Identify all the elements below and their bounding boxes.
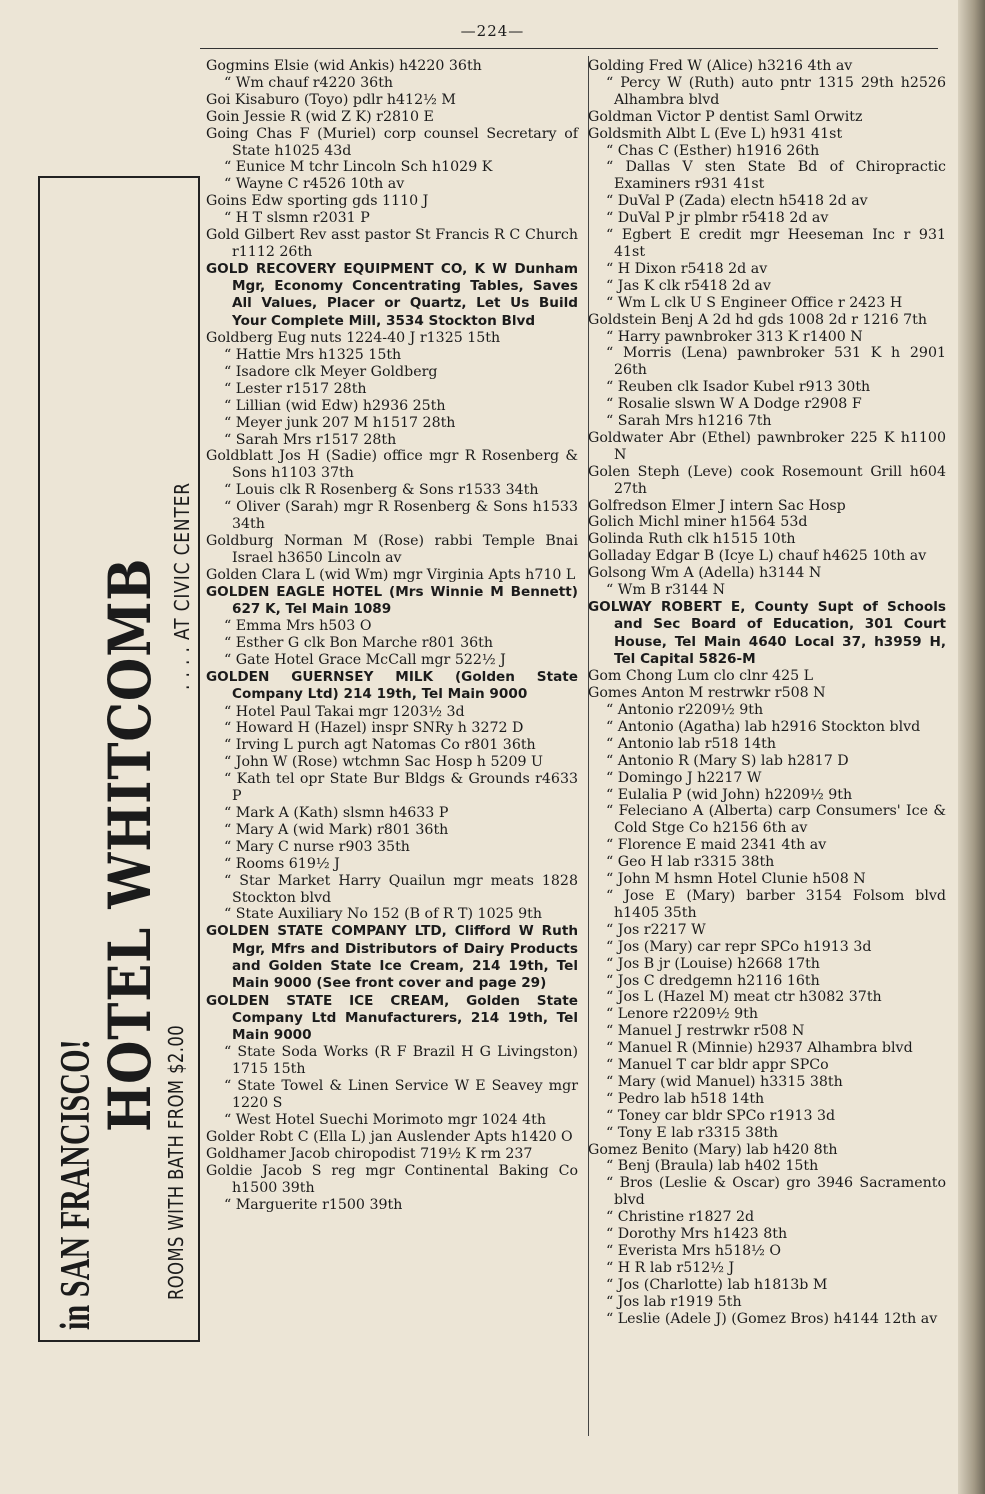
directory-entry: “ Emma Mrs h503 O [224,618,372,635]
directory-entry: “ Jose E (Mary) barber 3154 Folsom blvd h1405 35th [606,887,946,921]
directory-entry: “ Sarah Mrs r1517 28th [224,431,397,448]
directory-entry: Goldberg Eug nuts 1224-40 J r1325 15th [206,330,501,347]
directory-entry: “ Toney car bldr SPCo r1913 3d [606,1107,836,1124]
ad-location: . . . . AT CIVIC CENTER [170,482,194,690]
directory-column-right [588,58,946,1328]
directory-entry: Goldwater Abr (Ethel) pawnbroker 225 K h1100 N [588,429,946,463]
directory-entry: Golfredson Elmer J intern Sac Hosp [588,497,846,514]
directory-entry: “ West Hotel Suechi Morimoto mgr 1024 4th [224,1112,546,1129]
directory-entry: “ John M hsmn Hotel Clunie h508 N [606,871,866,888]
directory-entry: “ H R lab r512½ J [606,1259,735,1276]
directory-entry: “ Harry pawnbroker 313 K r1400 N [606,328,863,345]
directory-entry: “ Jos B jr (Louise) h2668 17th [606,955,820,972]
directory-entry: “ Jos C dredgemn h2116 16th [606,972,820,989]
directory-entry: “ H Dixon r5418 2d av [606,260,768,277]
directory-entry: “ Manuel J restrwkr r508 N [606,1023,805,1040]
directory-entry: Going Chas F (Muriel) corp counsel Secretary of State h1025 43d [206,125,578,159]
directory-entry: “ Irving L purch agt Natomas Co r801 36th [224,737,536,754]
ad-rate: ROOMS WITH BATH FROM $2.00 [164,1024,188,1300]
directory-entry: Golder Robt C (Ella L) jan Auslender Apts h1420 O [206,1128,573,1145]
directory-entry: “ Marguerite r1500 39th [224,1196,403,1213]
directory-entry: “ Mary A (wid Mark) r801 36th [224,821,449,838]
directory-entry: Golding Fred W (Alice) h3216 4th av [588,58,853,74]
directory-entry: “ Dallas V sten State Bd of Chiropractic Examiners r931 41st [606,159,946,193]
directory-entry: “ Esther G clk Bon Marche r801 36th [224,635,493,652]
ad-hotel-name: HOTEL WHITCOMB [96,557,164,1132]
directory-entry: Gold Gilbert Rev asst pastor St Francis R C Church r1112 26th [206,227,578,260]
directory-entry: Goldsmith Albt L (Eve L) h931 41st [588,125,843,142]
directory-entry: Golden Clara L (wid Wm) mgr Virginia Apts h710 L [206,566,576,583]
directory-entry: “ Egbert E credit mgr Heeseman Inc r 931 41st [606,227,946,260]
directory-entry: “ Wm B r3144 N [606,582,726,599]
directory-entry: “ DuVal P jr plmbr r5418 2d av [606,210,829,227]
directory-entry: “ Antonio R (Mary S) lab h2817 D [606,752,849,769]
directory-entry: “ Star Market Harry Quailun mgr meats 1828 Stockton blvd [224,872,578,906]
directory-entry: “ Tony E lab r3315 38th [606,1124,779,1141]
directory-listing-advert: GOLDEN EAGLE HOTEL (Mrs Winnie M Bennett) 627 K, Tel Main 1089 [206,583,578,617]
directory-entry: Goldblatt Jos H (Sadie) office mgr R Rosenberg & Sons h1103 37th [206,448,578,482]
directory-entry: “ H T slsmn r2031 P [224,210,370,227]
directory-entry: Goi Kisaburo (Toyo) pdlr h412½ M [206,91,456,108]
directory-entry: “ Jos (Mary) car repr SPCo h1913 3d [606,938,872,955]
directory-entry: “ Leslie (Adele J) (Gomez Bros) h4144 12th av [606,1310,938,1327]
directory-entry: “ Howard H (Hazel) inspr SNRy h 3272 D [224,720,524,737]
directory-entry: “ Domingo J h2217 W [606,769,762,786]
directory-entry: Golen Steph (Leve) cook Rosemount Grill h604 27th [588,463,946,497]
directory-entry: “ Florence E maid 2341 4th av [606,837,827,854]
directory-entry: “ Louis clk R Rosenberg & Sons r1533 34th [224,482,539,499]
directory-entry: “ Jas K clk r5418 2d av [606,277,771,294]
directory-entry: Golsong Wm A (Adella) h3144 N [588,565,822,582]
directory-entry: “ Lester r1517 28th [224,380,367,397]
directory-entry: “ Manuel R (Minnie) h2937 Alhambra blvd [606,1040,913,1057]
page-number: —224— [460,22,525,40]
directory-listing-advert: GOLD RECOVERY EQUIPMENT CO, K W Dunham Mgr, Economy Concentrating Tables, Saves All Values, Placer or Quartz, Let Us Build Your Complete Mill, 3534 Stockton Blvd [206,260,578,329]
directory-entry: “ Lenore r2209½ 9th [606,1006,758,1023]
directory-entry: “ Hattie Mrs h1325 15th [224,346,402,363]
directory-entry: “ Geo H lab r3315 38th [606,854,775,871]
directory-listing-advert: GOLDEN STATE ICE CREAM, Golden State Company Ltd Manufacturers, 214 19th, Tel Main 9000 [206,992,578,1044]
directory-entry: Gomes Anton M restrwkr r508 N [588,685,826,702]
directory-entry: “ Antonio lab r518 14th [606,735,776,752]
directory-entry: “ Hotel Paul Takai mgr 1203½ 3d [224,703,465,720]
page-edge [958,0,985,1494]
directory-entry: “ Everista Mrs h518½ O [606,1243,782,1259]
directory-entry: “ Rooms 619½ J [224,855,340,872]
directory-entry: “ Christine r1827 2d [606,1209,755,1226]
directory-entry: “ Manuel T car bldr appr SPCo [606,1057,829,1074]
directory-entry: “ Kath tel opr State Bur Bldgs & Grounds r4633 P [224,771,578,805]
directory-entry: “ Pedro lab h518 14th [606,1090,765,1107]
directory-listing-advert: GOLWAY ROBERT E, County Supt of Schools and Sec Board of Education, 301 Court House, Tel Main 4640 Local 37, h3959 H, Tel Capital 5826-M [588,599,946,667]
directory-entry: “ Mary (wid Manuel) h3315 38th [606,1073,843,1090]
directory-entry: “ Jos L (Hazel M) meat ctr h3082 37th [606,989,882,1006]
directory-entry: “ Eunice M tchr Lincoln Sch h1029 K [224,159,493,176]
directory-entry: Goins Edw sporting gds 1110 J [206,193,429,210]
directory-entry: “ Dorothy Mrs h1423 8th [606,1226,788,1243]
directory-entry: “ Meyer junk 207 M h1517 28th [224,414,456,431]
directory-entry: “ Bros (Leslie & Oscar) gro 3946 Sacramento blvd [606,1175,946,1209]
directory-entry: Goldie Jacob S reg mgr Continental Baking Co h1500 39th [206,1162,578,1196]
directory-entry: “ Antonio (Agatha) lab h2916 Stockton blvd [606,718,921,735]
directory-entry: “ State Auxiliary No 152 (B of R T) 1025 9th [224,906,543,923]
directory-entry: “ Eulalia P (wid John) h2209½ 9th [606,786,853,803]
directory-entry: “ Rosalie slswn W A Dodge r2908 F [606,396,862,413]
directory-entry: “ John W (Rose) wtchmn Sac Hosp h 5209 U [224,754,544,771]
directory-entry: “ Wayne C r4526 10th av [224,176,405,193]
directory-entry: Goldhamer Jacob chiropodist 719½ K rm 237 [206,1145,533,1162]
directory-entry: Golinda Ruth clk h1515 10th [588,531,796,548]
directory-entry: “ Morris (Lena) pawnbroker 531 K h 2901 26th [606,345,946,379]
directory-entry: Goldman Victor P dentist Saml Orwitz [588,108,863,125]
directory-entry: Goin Jessie R (wid Z K) r2810 E [206,108,434,125]
directory-entry: Gom Chong Lum clo clnr 425 L [588,668,814,685]
directory-entry: Gogmins Elsie (wid Ankis) h4220 36th [206,58,482,74]
directory-entry: Gomez Benito (Mary) lab h420 8th [588,1141,838,1158]
directory-entry: “ Jos r2217 W [606,921,706,938]
directory-column-left [206,58,578,1213]
ad-tagline: in SAN FRANCISCO! [53,1039,99,1330]
header-rule [200,48,938,49]
directory-entry: “ Lillian (wid Edw) h2936 25th [224,397,446,414]
directory-entry: “ Isadore clk Meyer Goldberg [224,363,438,380]
directory-entry: “ Feleciano A (Alberta) carp Consumers' Ice & Cold Stge Co h2156 6th av [606,803,946,837]
directory-entry: “ State Towel & Linen Service W E Seavey mgr 1220 S [224,1078,578,1112]
directory-entry: Golladay Edgar B (Icye L) chauf h4625 10th av [588,548,927,565]
directory-listing-advert: GOLDEN STATE COMPANY LTD, Clifford W Ruth Mgr, Mfrs and Distributors of Dairy Products and Golden State Ice Cream, 214 19th, Tel Main 9000 (See front cover and page 29) [206,923,578,992]
directory-entry: “ State Soda Works (R F Brazil H G Livingston) 1715 15th [224,1044,578,1078]
directory-entry: “ Mary C nurse r903 35th [224,838,410,855]
directory-entry: “ DuVal P (Zada) electn h5418 2d av [606,193,868,210]
directory-entry: “ Percy W (Ruth) auto pntr 1315 29th h2526 Alhambra blvd [606,74,946,108]
directory-entry: Goldburg Norman M (Rose) rabbi Temple Bnai Israel h3650 Lincoln av [206,532,578,566]
directory-entry: “ Antonio r2209½ 9th [606,702,764,718]
directory-entry: “ Wm chauf r4220 36th [224,74,394,91]
directory-entry: Goldstein Benj A 2d hd gds 1008 2d r 1216 7th [588,311,927,328]
directory-entry: Golich Michl miner h1564 53d [588,514,808,531]
directory-entry: “ Gate Hotel Grace McCall mgr 522½ J [224,652,506,669]
directory-entry: “ Jos (Charlotte) lab h1813b M [606,1276,828,1293]
directory-entry: “ Jos lab r1919 5th [606,1293,742,1310]
directory-entry: “ Mark A (Kath) slsmn h4633 P [224,805,449,821]
directory-entry: “ Chas C (Esther) h1916 26th [606,142,820,159]
directory-listing-advert: GOLDEN GUERNSEY MILK (Golden State Company Ltd) 214 19th, Tel Main 9000 [206,668,578,703]
directory-entry: “ Oliver (Sarah) mgr R Rosenberg & Sons h1533 34th [224,499,578,533]
directory-entry: “ Sarah Mrs h1216 7th [606,413,772,430]
directory-entry: “ Reuben clk Isador Kubel r913 30th [606,379,871,396]
directory-entry: “ Wm L clk U S Engineer Office r 2423 H [606,294,903,311]
directory-entry: “ Benj (Braula) lab h402 15th [606,1158,819,1175]
